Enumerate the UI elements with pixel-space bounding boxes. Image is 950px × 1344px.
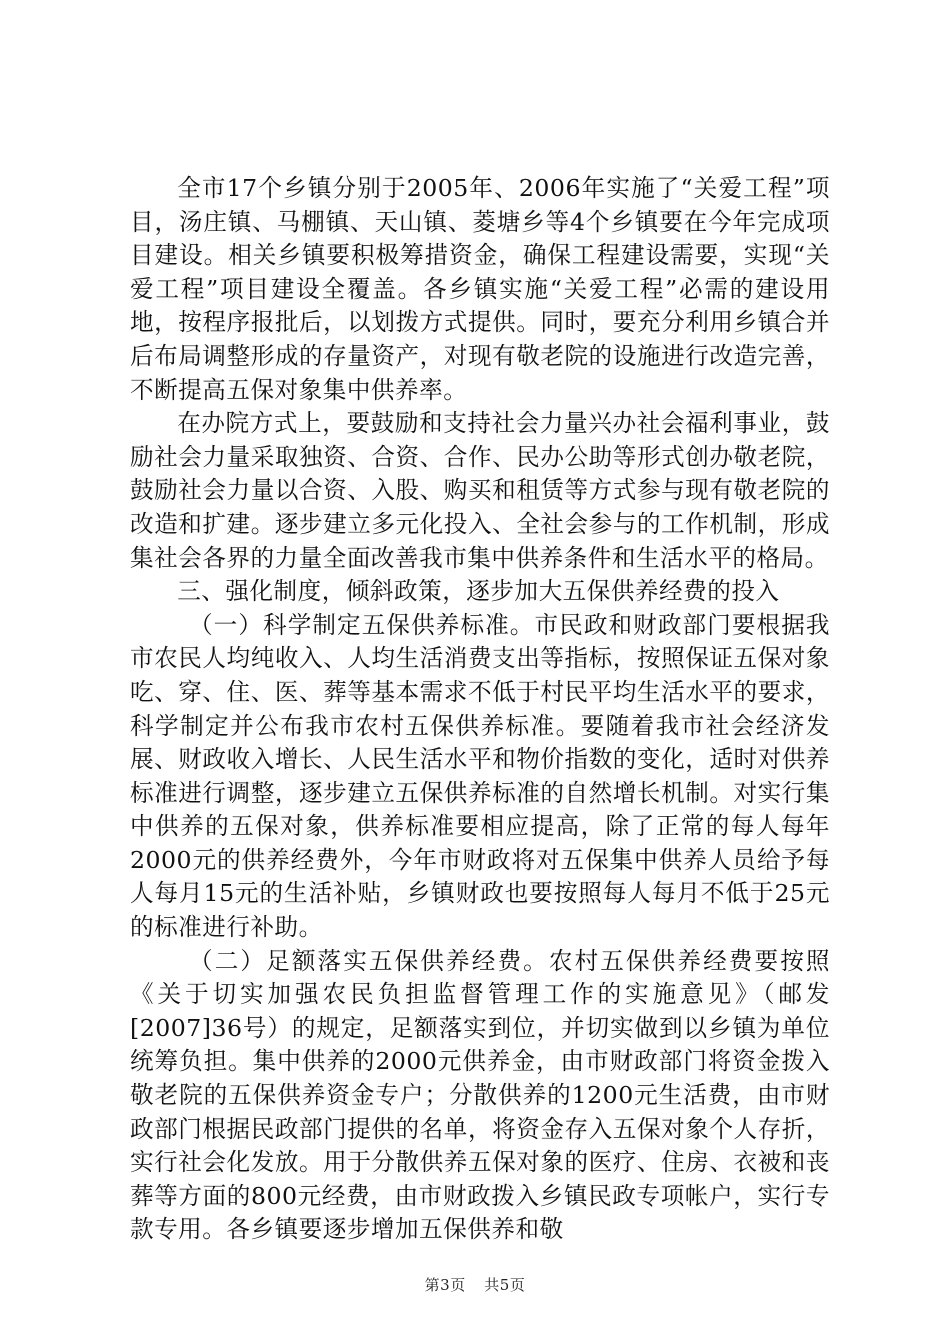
page-total: 共5页 [484,1276,526,1294]
document-body [130,172,830,1247]
page-number: 第3页 [424,1276,466,1294]
paragraph-operation-mode: 在办院方式上，要鼓励和支持社会力量兴办社会福利事业，鼓励社会力量采取独资、合资、合作、民办公助等形式创办敬老院，鼓励社会力量以合资、入股、购买和租赁等方式参与现有敬老院的改造和扩建。逐步建立多元化投入、全社会参与的工作机制，形成集社会各界的力量全面改善我市集中供养条件和生活水平的格局。 [130,409,830,572]
page-footer [0,1274,950,1295]
paragraph-guanai-project: 全市17个乡镇分别于2005年、2006年实施了“关爱工程”项目，汤庄镇、马棚镇、天山镇、菱塘乡等4个乡镇要在今年完成项目建设。相关乡镇要积极筹措资金，确保工程建设需要，实现“关爱工程”项目建设全覆盖。各乡镇实施“关爱工程”必需的建设用地，按程序报批后，以划拨方式提供。同时，要充分利用乡镇合并后布局调整形成的存量资产，对现有敬老院的设施进行改造完善，不断提高五保对象集中供养率。 [130,174,830,404]
section-heading-three: 三、强化制度，倾斜政策，逐步加大五保供养经费的投入 [177,577,780,606]
paragraph-support-funding: （二）足额落实五保供养经费。农村五保供养经费要按照《关于切实加强农民负担监督管理工作的实施意见》（邮发[2007]36号）的规定，足额落实到位，并切实做到以乡镇为单位统筹负担。集中供养的2000元供养金，由市财政部门将资金拨入敬老院的五保供养资金专户；分散供养的1200元生活费，由市财政部门根据民政部门提供的名单，将资金存入五保对象个人存折，实行社会化发放。用于分散供养五保对象的医疗、住房、衣被和丧葬等方面的800元经费，由市财政拨入乡镇民政专项帐户，实行专款专用。各乡镇要逐步增加五保供养和敬 [130,946,830,1244]
paragraph-support-standard: （一）科学制定五保供养标准。市民政和财政部门要根据我市农民人均纯收入、人均生活消费支出等指标，按照保证五保对象吃、穿、住、医、葬等基本需求不低于村民平均生活水平的要求，科学制定并公布我市农村五保供养标准。要随着我市社会经济发展、财政收入增长、人民生活水平和物价指数的变化，适时对供养标准进行调整，逐步建立五保供养标准的自然增长机制。对实行集中供养的五保对象，供养标准要相应提高，除了正常的每人每年2000元的供养经费外，今年市财政将对五保集中供养人员给予每人每月15元的生活补贴，乡镇财政也要按照每人每月不低于25元的标准进行补助。 [130,610,830,942]
